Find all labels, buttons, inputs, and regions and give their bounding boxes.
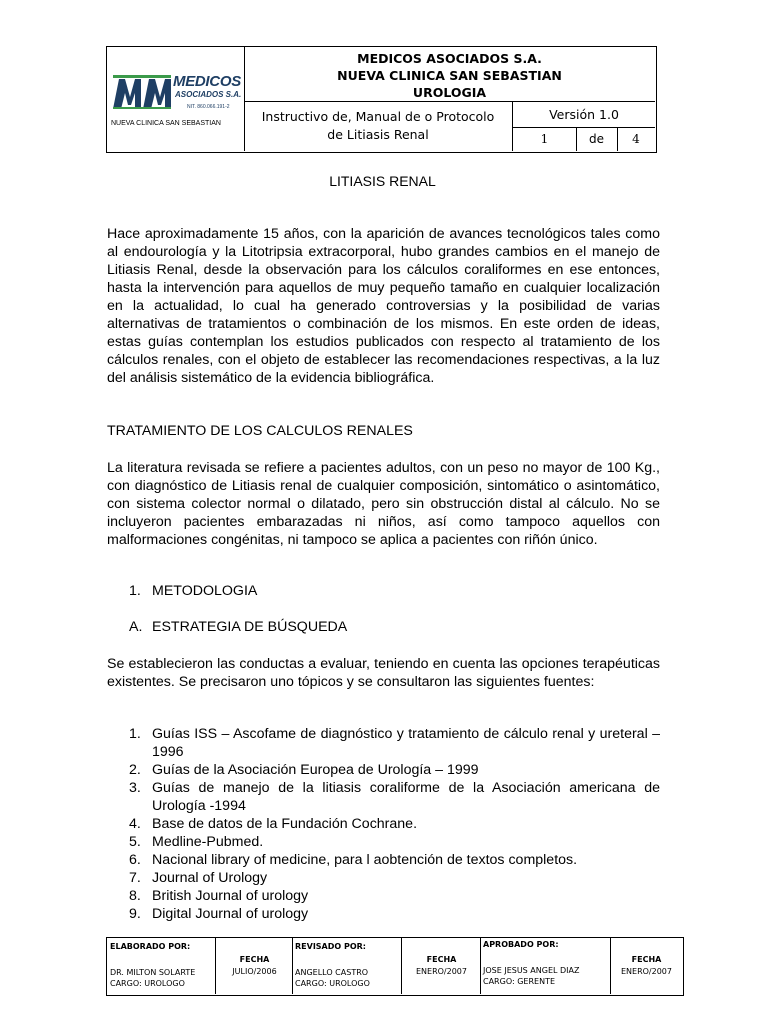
footer-elaborado-cell bbox=[107, 938, 216, 994]
list-number: 5. bbox=[129, 834, 141, 850]
footer-revisado-cell bbox=[293, 938, 402, 994]
footer-fecha2-cell bbox=[402, 938, 481, 994]
aprobado-cargo: CARGO: GERENTE bbox=[483, 977, 556, 986]
document-title: LITIASIS RENAL bbox=[329, 173, 436, 189]
list-number: 2. bbox=[129, 762, 141, 778]
list-text: Journal of Urology bbox=[152, 870, 268, 886]
list-text: Guías de la Asociación Europea de Urología – 1999 bbox=[152, 762, 479, 778]
footer-fecha3-cell bbox=[611, 938, 682, 994]
list-text: Guías de manejo de la litiasis coraliforme de la Asociación americana de Urología -1994 bbox=[152, 780, 660, 814]
logo-nit: NIT. 860.066.191-2 bbox=[187, 104, 230, 110]
page-de: de bbox=[576, 127, 618, 151]
intro-paragraph: Hace aproximadamente 15 años, con la aparición de avances tecnológicos tales como al endourología y la Litotripsia extracorporal, hubo grandes cambios en el manejo de Litiasis Renal, desde la observación para los cálculos coraliformes en ese entonces, hasta la intervención para aquellos de muy pequeño tamaño en cualquier localización en la actualidad, lo cual ha generado controversias y la posibilidad de varias alternativas de tratamientos o combinación de los mismos. En este orden de ideas, estas guías contemplan los estudios publicados con respecto al tratamiento de los cálculos renales, con el objeto de establecer las recomendaciones respectivas, a la luz del análisis sistemático de la evidencia bibliográfica. bbox=[107, 226, 660, 386]
list-number: 8. bbox=[129, 888, 141, 904]
strategy-paragraph: Se establecieron las conductas a evaluar, teniendo en cuenta las opciones terapéuticas existentes. Se precisaron uno tópicos y se consultaron las siguientes fuentes: bbox=[107, 656, 660, 690]
list-text: METODOLOGIA bbox=[152, 583, 258, 599]
list-text: Medline-Pubmed. bbox=[152, 834, 264, 850]
footer-table bbox=[106, 937, 684, 996]
version-cell: Versión 1.0 bbox=[513, 102, 655, 128]
instructivo-line1: Instructivo de, Manual de o Protocolo bbox=[261, 109, 495, 124]
list-number: 4. bbox=[129, 816, 141, 832]
list-number: 3. bbox=[129, 780, 141, 796]
header-title-line3: UROLOGIA bbox=[412, 85, 487, 100]
footer-aprobado-cell bbox=[481, 938, 611, 994]
list-text: Guías ISS – Ascofame de diagnóstico y tratamiento de cálculo renal y ureteral – 1996 bbox=[152, 726, 660, 760]
elaborado-name: DR. MILTON SOLARTE bbox=[110, 968, 196, 977]
list-number: 9. bbox=[129, 906, 141, 922]
medicos-logo-icon bbox=[113, 69, 171, 109]
list-number: 7. bbox=[129, 870, 141, 886]
list-text: British Journal of urology bbox=[152, 888, 309, 904]
fecha1-value: JULIO/2006 bbox=[232, 967, 277, 976]
section-paragraph: La literatura revisada se refiere a pacientes adultos, con un peso no mayor de 100 Kg., con diagnóstico de Litiasis renal de cualquier composición, sintomático o asintomático, con sistema colector normal o dilatado, pero sin obstrucción distal al cálculo. No se incluyeron pacientes embarazadas ni niños, así como tampoco aquellos con malformaciones congénitas, ni tampoco se aplica a pacientes con riñón único. bbox=[107, 460, 660, 548]
header-title-cell bbox=[244, 47, 655, 102]
footer-fecha1-cell bbox=[216, 938, 293, 994]
header-title-line1: MEDICOS ASOCIADOS S.A. bbox=[357, 51, 542, 66]
list-text: ESTRATEGIA DE BÚSQUEDA bbox=[152, 619, 348, 635]
list-number: 6. bbox=[129, 852, 141, 868]
aprobado-name: JOSE JESUS ANGEL DIAZ bbox=[483, 966, 580, 975]
elaborado-cargo: CARGO: UROLOGO bbox=[110, 979, 185, 988]
list-number: 1. bbox=[129, 726, 141, 742]
list-text: Digital Journal of urology bbox=[152, 906, 309, 922]
list-number: 1. bbox=[129, 583, 141, 599]
revisado-label: REVISADO POR: bbox=[295, 942, 366, 951]
revisado-cargo: CARGO: UROLOGO bbox=[295, 979, 370, 988]
page-total: 4 bbox=[632, 132, 640, 146]
header-table bbox=[106, 46, 657, 153]
header-title-line2: NUEVA CLINICA SAN SEBASTIAN bbox=[337, 68, 562, 83]
fecha2-value: ENERO/2007 bbox=[415, 967, 467, 976]
logo-sub: ASOCIADOS S.A. bbox=[175, 90, 242, 99]
list-text: Nacional library of medicine, para l aobtención de textos completos. bbox=[152, 852, 578, 868]
instructivo-line2: de Litiasis Renal bbox=[327, 127, 429, 142]
list-text: Base de datos de la Fundación Cochrane. bbox=[152, 816, 418, 832]
list-number: A. bbox=[129, 619, 143, 635]
fecha3-label: FECHA bbox=[631, 955, 662, 964]
section-heading: TRATAMIENTO DE LOS CALCULOS RENALES bbox=[107, 423, 413, 439]
fecha2-label: FECHA bbox=[426, 955, 457, 964]
instructivo-cell bbox=[244, 102, 513, 151]
logo-cell bbox=[107, 47, 245, 151]
logo-brand: MEDICOS bbox=[173, 73, 241, 90]
aprobado-label: APROBADO POR: bbox=[483, 940, 559, 949]
fecha1-label: FECHA bbox=[239, 955, 270, 964]
revisado-name: ANGELLO CASTRO bbox=[295, 968, 369, 977]
page-current: 1 bbox=[513, 127, 577, 151]
fecha3-value: ENERO/2007 bbox=[620, 967, 672, 976]
logo-caption: NUEVA CLINICA SAN SEBASTIAN bbox=[111, 120, 221, 127]
elaborado-label: ELABORADO POR: bbox=[110, 942, 191, 951]
